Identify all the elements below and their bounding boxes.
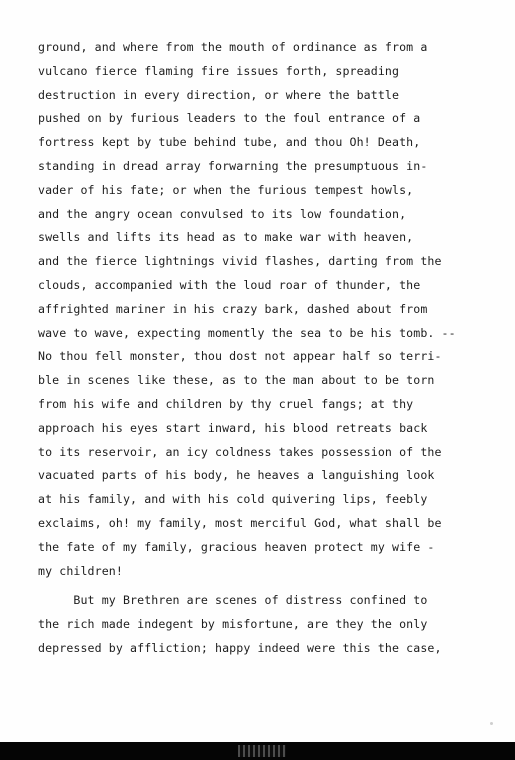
text-line: ble in scenes like these, as to the man about to be torn [38, 373, 435, 388]
text-line: vader of his fate; or when the furious tempest howls, [38, 182, 414, 197]
text-line: and the angry ocean convulsed to its low foundation, [38, 206, 407, 221]
scan-bottom-border [0, 742, 515, 760]
text-line: swells and lifts its head as to make war with heaven, [38, 230, 414, 245]
text-line: wave to wave, expecting momently the sea to be his tomb. -- [38, 325, 456, 340]
text-line: pushed on by furious leaders to the foul entrance of a [38, 111, 421, 126]
text-line: to its reservoir, an icy coldness takes possession of the [38, 444, 442, 459]
text-line: clouds, accompanied with the loud roar of thunder, the [38, 277, 421, 292]
text-line: But my Brethren are scenes of distress confined to [38, 593, 428, 608]
text-line: ground, and where from the mouth of ordinance as from a [38, 40, 428, 54]
text-line: approach his eyes start inward, his blood retreats back [38, 420, 428, 435]
text-line: standing in dread array forwarning the presumptuous in- [38, 158, 428, 173]
text-line: my children! [38, 563, 123, 578]
text-line: and the fierce lightnings vivid flashes, darting from the [38, 254, 442, 269]
text-line: vulcano fierce flaming fire issues forth, spreading [38, 63, 400, 78]
text-line: depressed by affliction; happy indeed were this the case, [38, 640, 442, 655]
typed-text-body [38, 36, 510, 661]
text-line: the rich made indegent by misfortune, are they the only [38, 617, 428, 632]
text-line: destruction in every direction, or where the battle [38, 87, 400, 102]
text-line: vacuated parts of his body, he heaves a languishing look [38, 468, 435, 483]
text-line: at his family, and with his cold quivering lips, feebly [38, 492, 428, 507]
text-line: fortress kept by tube behind tube, and thou Oh! Death, [38, 135, 421, 150]
text-line: from his wife and children by thy cruel fangs; at thy [38, 396, 414, 411]
text-line: affrighted mariner in his crazy bark, dashed about from [38, 301, 428, 316]
scan-artifact [238, 745, 286, 757]
text-line: No thou fell monster, thou dost not appear half so terri- [38, 349, 442, 364]
paper-speck [490, 722, 493, 725]
text-line: exclaims, oh! my family, most merciful God, what shall be [38, 515, 442, 530]
text-line: the fate of my family, gracious heaven protect my wife - [38, 539, 435, 554]
